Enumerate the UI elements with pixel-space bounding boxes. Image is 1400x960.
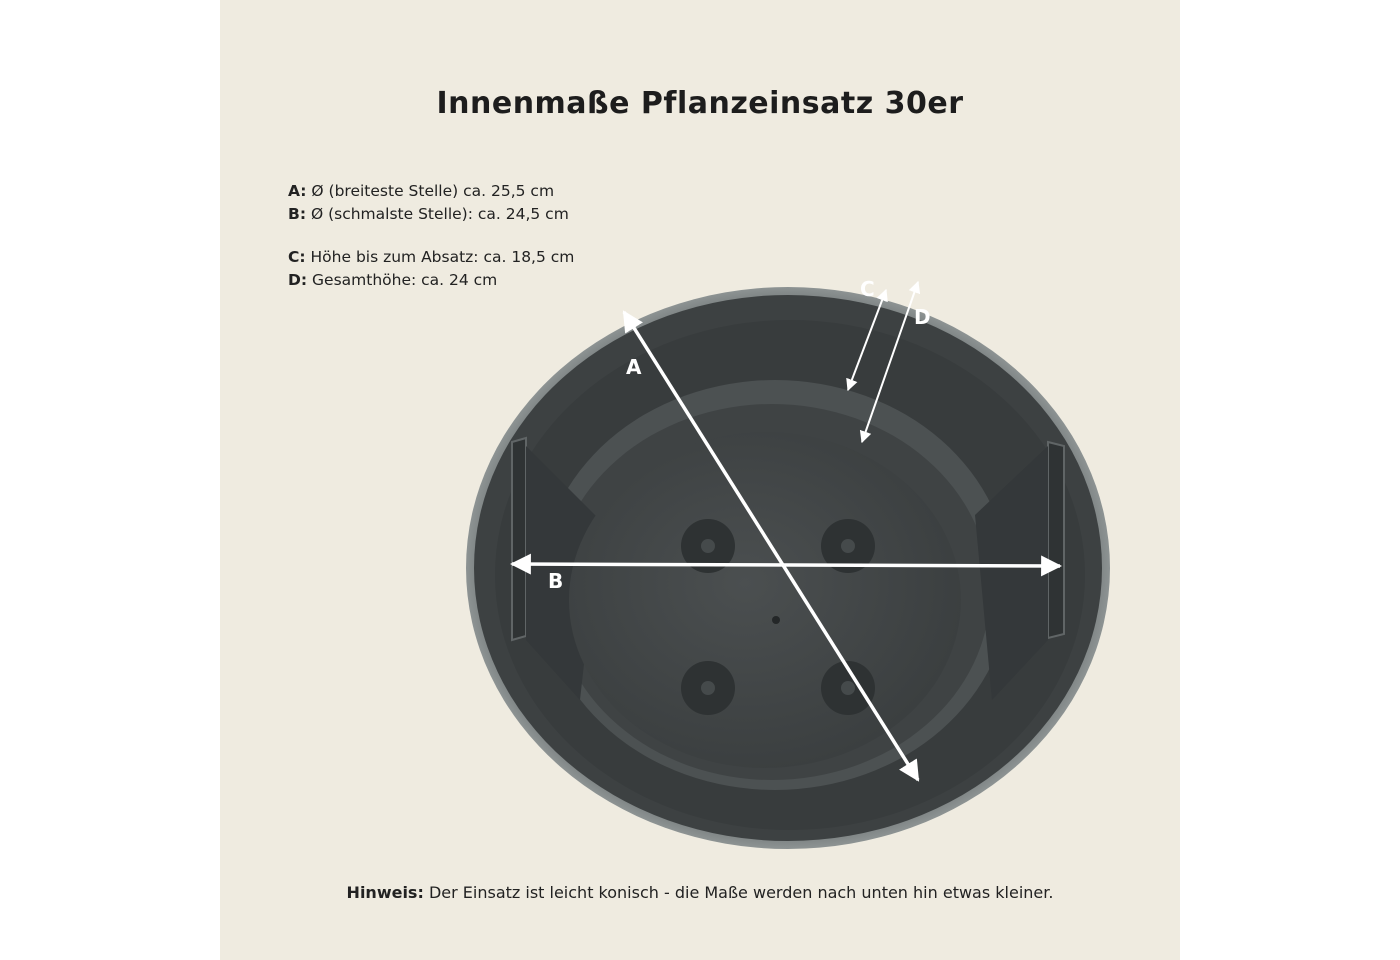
label-b: B [548, 569, 564, 593]
label-d: D [914, 305, 931, 329]
handle-left [512, 438, 526, 640]
spec-b-key: B: [288, 205, 307, 223]
spec-d-text: Gesamthöhe: ca. 24 cm [312, 271, 498, 289]
spec-d-key: D: [288, 271, 308, 289]
spec-b-text: Ø (schmalste Stelle): ca. 24,5 cm [310, 205, 569, 223]
footnote [0, 883, 1400, 902]
drain-hole [772, 616, 780, 624]
spec-c-text: Höhe bis zum Absatz: ca. 18,5 cm [310, 248, 575, 266]
spec-c-key: C: [288, 248, 306, 266]
footnote-text: Der Einsatz ist leicht konisch - die Maße werden nach unten hin etwas kleiner. [428, 883, 1054, 902]
spec-a-text: Ø (breiteste Stelle) ca. 25,5 cm [311, 182, 555, 200]
pot-floor [569, 432, 961, 768]
handle-right [1048, 442, 1064, 638]
page-title: Innenmaße Pflanzeinsatz 30er [436, 86, 964, 121]
spec-a-key: A: [288, 182, 307, 200]
label-a: A [626, 355, 642, 379]
arrow-b [512, 564, 1060, 566]
footnote-key: Hinweis: [346, 883, 424, 902]
label-c: C [860, 277, 875, 301]
